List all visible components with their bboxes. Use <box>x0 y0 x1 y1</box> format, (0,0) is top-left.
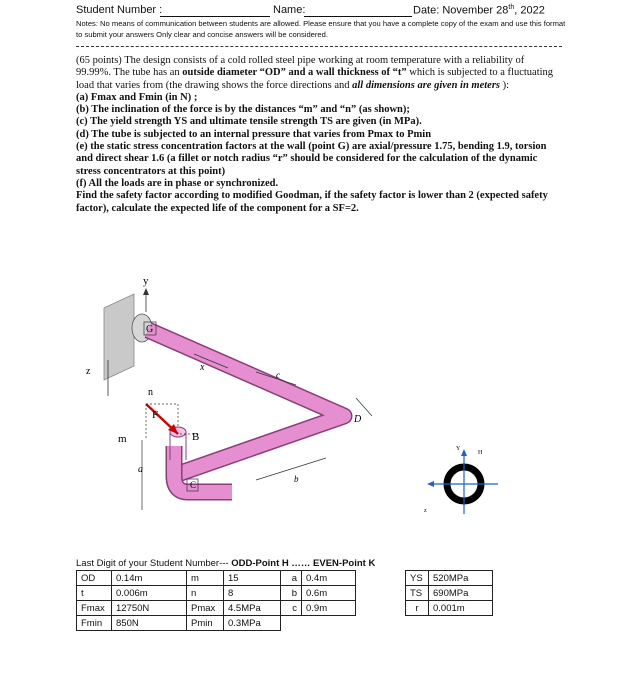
y-axis-arrowhead <box>143 288 149 295</box>
problem-item-f: (f) All the loads are in phase or synchronized. <box>76 177 279 189</box>
problem-item-a: (a) Fmax and Fmin (in N) ; <box>76 91 198 103</box>
label-x: x <box>200 362 205 373</box>
dim-b <box>256 458 326 480</box>
cross-section-z-arrow <box>427 481 434 487</box>
problem-item-e: (e) the static stress concentration factors at the wall (point G) are axial/pressure 1.75, bending 1.9, torsion and direct shear 1.6 (a fillet or notch radius “r” should be considered for the calculation of the dynamic stress concentrators at this point) <box>76 141 547 177</box>
label-C: C <box>190 480 197 490</box>
name-label: Name: <box>273 4 306 16</box>
cross-section-label-y: Y <box>456 446 461 452</box>
exam-header <box>76 4 556 20</box>
values-table <box>76 570 493 631</box>
cross-section-label-z: z <box>424 508 427 514</box>
label-m: m <box>118 433 127 445</box>
table-title: Last Digit of your Student Number--- ODD-Point H …… EVEN-Point K <box>76 558 376 569</box>
problem-question: Find the safety factor according to modified Goodman, if the safety factor is lower than 2 (expected safety factor), calculate the expected life of the component for a SF=2. <box>76 190 548 214</box>
table-row: Fmin 850N Pmin 0.3MPa <box>77 616 493 631</box>
wall-support <box>104 294 134 380</box>
divider <box>76 46 562 47</box>
problem-item-c: (c) The yield strength YS and ultimate tensile strength TS are given (in MPa). <box>76 116 422 128</box>
label-b: b <box>294 474 299 484</box>
table-row: Fmax 12750N Pmax 4.5MPa c 0.9m r 0.001m <box>77 601 493 616</box>
problem-item-b: (b) The inclination of the force is by the distances “m” and “n” (as shown); <box>76 104 410 116</box>
cross-section-label-h: H <box>478 450 483 456</box>
label-F: F <box>152 409 159 421</box>
cross-section-y-arrow <box>461 449 467 456</box>
pipe-cross-section <box>422 438 502 518</box>
pipe-diagram <box>76 270 416 555</box>
problem-item-d: (d) The tube is subjected to an internal pressure that varies from Pmax to Pmin <box>76 128 432 140</box>
label-n: n <box>148 387 153 398</box>
label-a: a <box>138 464 143 475</box>
date-label: Date: November 28th, 2022 <box>413 4 545 17</box>
label-D: D <box>354 414 362 425</box>
problem-statement <box>76 55 560 215</box>
problem-intro: (65 points) The design consists of a cold rolled steel pipe working at room temperature with a reliability of 99.99%. The tube has an outside diameter “OD” and a wall thickness of “t” which is subjected to a fluctuating load that varies from (the drawing shows the force directions and all dimensions are given in meters ): <box>76 55 554 91</box>
label-G: G <box>146 324 154 335</box>
student-number-blank[interactable] <box>160 16 270 17</box>
student-number-label: Student Number : <box>76 4 163 16</box>
z-axis-label: z <box>86 366 91 377</box>
name-blank[interactable] <box>304 16 412 17</box>
label-c: c <box>276 370 280 380</box>
label-B: B <box>192 431 200 443</box>
exam-notes: Notes: No means of communication between students are allowed. Please ensure that you have a complete copy of the exam and use this format to submit your answers Only clear and concise answers will be considered. <box>76 19 566 39</box>
table-row: t 0.006m n 8 b 0.6m TS 690MPa <box>77 586 493 601</box>
table-row: OD 0.14m m 15 a 0.4m YS 520MPa <box>77 571 493 586</box>
y-axis-label: y <box>143 275 149 287</box>
